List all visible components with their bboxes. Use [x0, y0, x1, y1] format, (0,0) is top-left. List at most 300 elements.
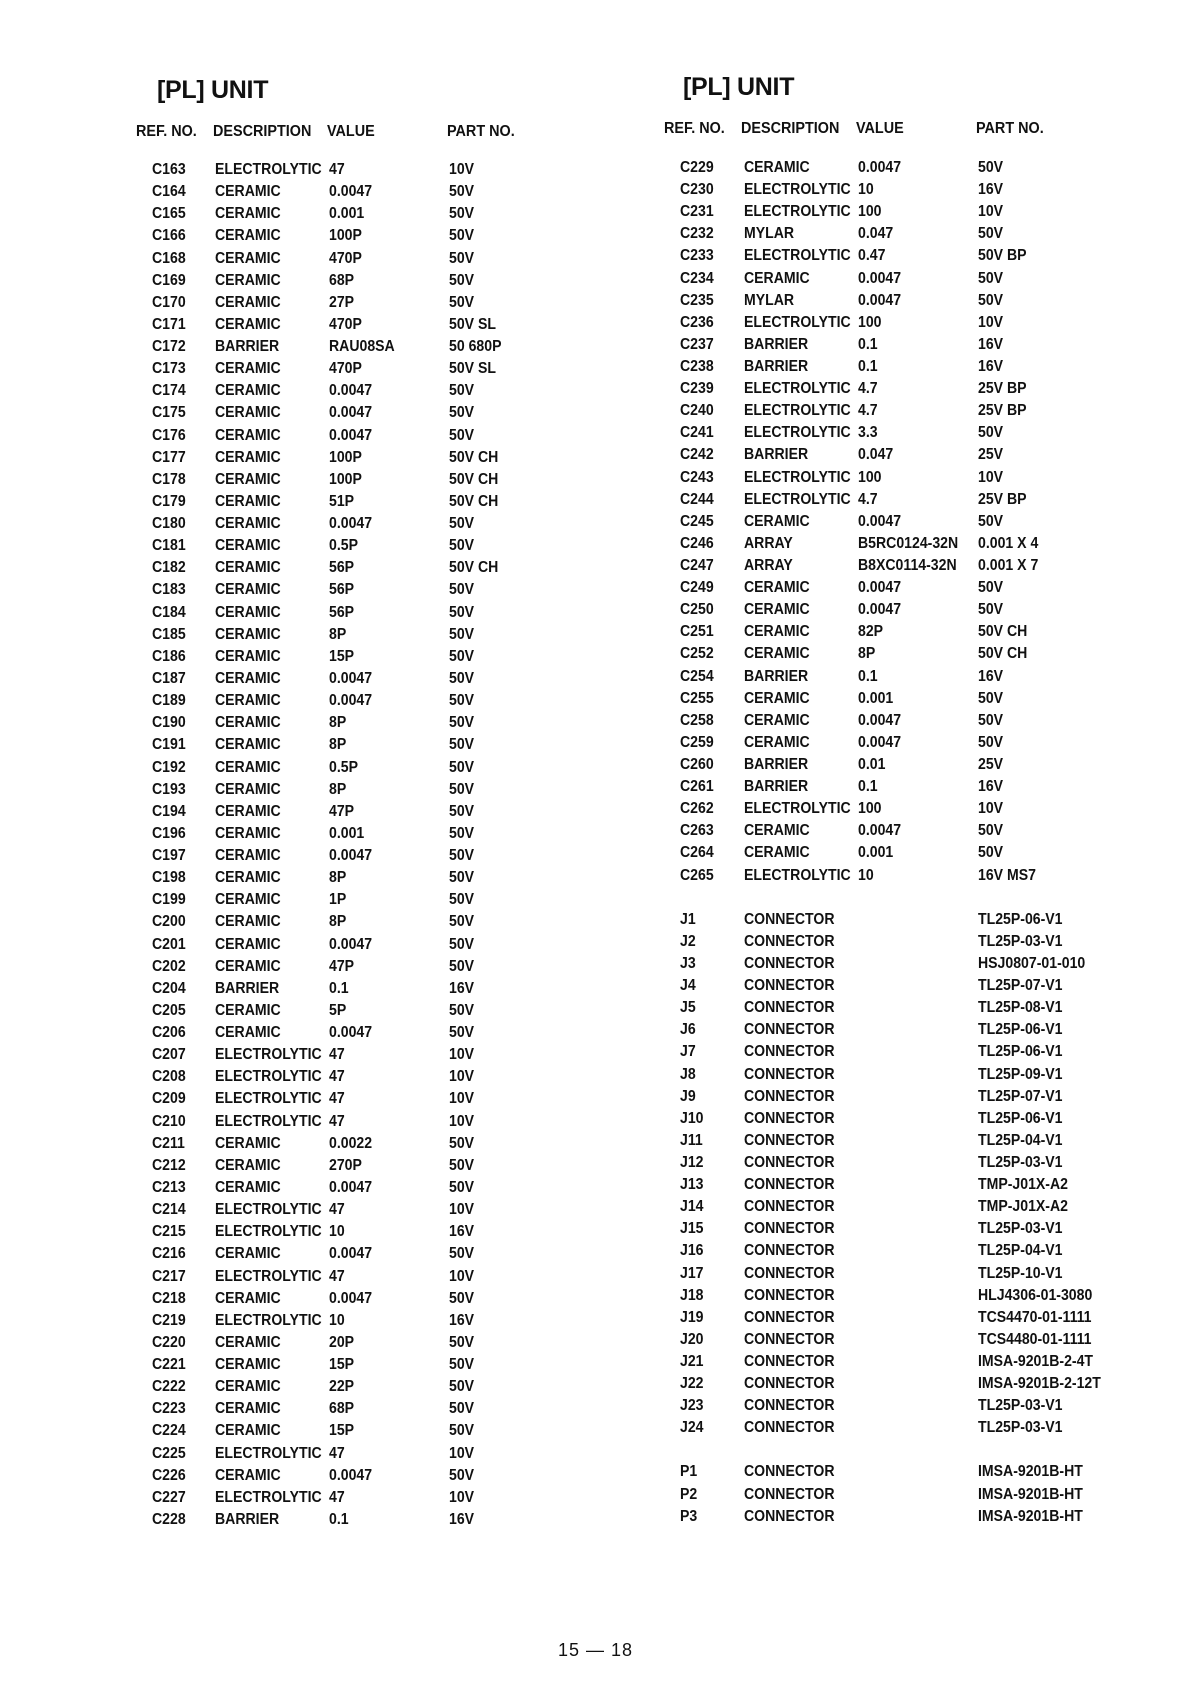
cell-value: 0.0047: [329, 382, 373, 400]
cell-value: 0.0047: [329, 404, 373, 422]
cell-value: 270P: [329, 1156, 362, 1174]
cell-part: HSJ0807-01-010: [978, 954, 1086, 972]
cell-desc: BARRIER: [744, 755, 809, 773]
cell-ref: C237: [680, 335, 714, 353]
cell-value: 5P: [329, 1001, 347, 1019]
cell-desc: ELECTROLYTIC: [744, 866, 851, 884]
cell-value: 0.0047: [329, 1024, 373, 1042]
cell-value: 10: [329, 1311, 345, 1329]
cell-desc: BARRIER: [744, 357, 809, 375]
left-unit-title: [PL] UNIT: [157, 76, 269, 104]
cell-part: 25V BP: [978, 380, 1027, 398]
cell-value: 0.0047: [858, 269, 902, 287]
cell-desc: CERAMIC: [215, 1466, 281, 1484]
cell-part: 50V: [978, 424, 1004, 442]
cell-part: 25V BP: [978, 490, 1027, 508]
cell-value: 3.3: [858, 424, 878, 442]
right-header-value: VALUE: [856, 120, 904, 137]
cell-part: 50V: [449, 382, 475, 400]
cell-part: TL25P-10-V1: [978, 1264, 1063, 1282]
cell-desc: CONNECTOR: [744, 932, 835, 950]
cell-value: 10: [329, 1223, 345, 1241]
cell-value: 8P: [329, 913, 347, 931]
cell-part: 50V: [449, 404, 475, 422]
cell-part: TL25P-06-V1: [978, 1109, 1063, 1127]
cell-ref: J12: [680, 1153, 704, 1171]
cell-value: B5RC0124-32N: [858, 534, 959, 552]
cell-value: 0.0047: [858, 579, 902, 597]
cell-ref: J3: [680, 954, 696, 972]
cell-value: 100P: [329, 227, 362, 245]
cell-desc: CONNECTOR: [744, 1131, 835, 1149]
cell-part: 50V: [449, 1466, 475, 1484]
cell-desc: CERAMIC: [215, 492, 281, 510]
cell-value: 0.0047: [858, 733, 902, 751]
cell-ref: C234: [680, 269, 714, 287]
cell-ref: C211: [152, 1134, 185, 1152]
cell-desc: CERAMIC: [215, 780, 281, 798]
cell-desc: ELECTROLYTIC: [215, 1223, 322, 1241]
cell-part: 50V: [449, 625, 475, 643]
cell-part: 50V: [449, 1333, 475, 1351]
cell-part: 50V: [449, 891, 475, 909]
cell-ref: J23: [680, 1397, 704, 1415]
cell-value: 0.0047: [329, 1245, 373, 1263]
cell-part: 10V: [449, 1046, 475, 1064]
cell-value: 0.001: [858, 689, 894, 707]
cell-desc: ELECTROLYTIC: [215, 1267, 322, 1285]
cell-part: TL25P-08-V1: [978, 999, 1063, 1017]
cell-value: 0.0047: [858, 822, 902, 840]
cell-ref: C183: [152, 581, 186, 599]
cell-ref: C251: [680, 623, 714, 641]
cell-part: 50V: [449, 869, 475, 887]
cell-value: 47: [329, 1112, 345, 1130]
cell-desc: CERAMIC: [215, 1178, 281, 1196]
cell-ref: C255: [680, 689, 714, 707]
cell-part: 50V CH: [978, 623, 1028, 641]
cell-part: TL25P-03-V1: [978, 1220, 1063, 1238]
cell-value: 8P: [329, 869, 347, 887]
cell-value: 68P: [329, 271, 355, 289]
cell-value: 470P: [329, 315, 362, 333]
cell-desc: CONNECTOR: [744, 954, 835, 972]
cell-ref: C173: [152, 360, 186, 378]
cell-value: 100: [858, 468, 882, 486]
page-number: 15 — 18: [557, 1640, 634, 1660]
cell-ref: C209: [152, 1090, 186, 1108]
cell-desc: ARRAY: [744, 534, 793, 552]
cell-value: 47: [329, 1201, 345, 1219]
cell-desc: CERAMIC: [215, 1333, 281, 1351]
cell-value: 0.0047: [329, 1289, 373, 1307]
cell-ref: C186: [152, 647, 186, 665]
cell-ref: J20: [680, 1330, 704, 1348]
cell-part: 50V: [449, 758, 475, 776]
cell-part: 0.001 X 4: [978, 534, 1039, 552]
cell-desc: ELECTROLYTIC: [744, 402, 851, 420]
cell-part: 50V CH: [449, 448, 499, 466]
cell-ref: J14: [680, 1198, 704, 1216]
cell-part: 50V: [449, 293, 475, 311]
cell-value: 0.0022: [329, 1134, 373, 1152]
cell-ref: J16: [680, 1242, 704, 1260]
cell-ref: J24: [680, 1419, 704, 1437]
cell-ref: C219: [152, 1311, 186, 1329]
cell-part: 10V: [449, 1488, 475, 1506]
cell-desc: CERAMIC: [215, 935, 281, 953]
cell-ref: J10: [680, 1109, 704, 1127]
cell-desc: CERAMIC: [215, 1134, 281, 1152]
cell-part: 50V: [449, 581, 475, 599]
cell-value: 47: [329, 1267, 345, 1285]
cell-desc: ELECTROLYTIC: [744, 490, 851, 508]
cell-value: 4.7: [858, 402, 878, 420]
cell-desc: BARRIER: [215, 338, 280, 356]
cell-ref: C227: [152, 1488, 186, 1506]
cell-desc: CONNECTOR: [744, 1153, 835, 1171]
cell-part: 50V: [978, 601, 1004, 619]
cell-desc: CERAMIC: [215, 404, 281, 422]
cell-ref: C213: [152, 1178, 186, 1196]
cell-ref: C225: [152, 1444, 186, 1462]
cell-ref: J17: [680, 1264, 704, 1282]
cell-ref: C233: [680, 247, 714, 265]
cell-value: 0.0047: [858, 291, 902, 309]
cell-part: 50V: [449, 1245, 475, 1263]
cell-part: TL25P-04-V1: [978, 1242, 1063, 1260]
cell-ref: C232: [680, 225, 714, 243]
cell-desc: CONNECTOR: [744, 1330, 835, 1348]
cell-part: 25V: [978, 755, 1004, 773]
cell-part: 50V BP: [978, 247, 1027, 265]
cell-value: 0.1: [858, 778, 878, 796]
left-header-value: VALUE: [327, 123, 375, 140]
cell-ref: C249: [680, 579, 714, 597]
cell-ref: C215: [152, 1223, 186, 1241]
cell-part: 50V: [978, 689, 1004, 707]
cell-value: 0.0047: [329, 1178, 373, 1196]
cell-ref: J4: [680, 977, 696, 995]
cell-part: 50V: [449, 647, 475, 665]
cell-part: 16V: [978, 357, 1004, 375]
cell-part: 10V: [449, 1444, 475, 1462]
cell-ref: C235: [680, 291, 714, 309]
cell-ref: C231: [680, 203, 714, 221]
cell-value: 4.7: [858, 380, 878, 398]
cell-desc: ELECTROLYTIC: [744, 800, 851, 818]
cell-ref: C191: [152, 736, 186, 754]
cell-value: 0.1: [858, 357, 878, 375]
cell-part: 50V: [449, 1422, 475, 1440]
cell-part: IMSA-9201B-HT: [978, 1463, 1083, 1481]
cell-desc: CERAMIC: [744, 512, 810, 530]
cell-ref: C210: [152, 1112, 186, 1130]
cell-part: TL25P-03-V1: [978, 1397, 1063, 1415]
cell-value: 100P: [329, 470, 362, 488]
cell-desc: ELECTROLYTIC: [744, 247, 851, 265]
cell-value: 10: [858, 181, 874, 199]
cell-ref: J5: [680, 999, 696, 1017]
cell-ref: C177: [152, 448, 186, 466]
cell-value: B8XC0114-32N: [858, 556, 957, 574]
cell-desc: ELECTROLYTIC: [215, 1068, 322, 1086]
cell-part: 50V CH: [978, 645, 1028, 663]
cell-ref: C217: [152, 1267, 186, 1285]
cell-desc: CONNECTOR: [744, 1308, 835, 1326]
cell-ref: C238: [680, 357, 714, 375]
cell-ref: J13: [680, 1176, 704, 1194]
cell-ref: C199: [152, 891, 186, 909]
cell-part: 50V: [449, 515, 475, 533]
cell-ref: C241: [680, 424, 714, 442]
cell-desc: CERAMIC: [744, 269, 810, 287]
cell-desc: CERAMIC: [215, 1356, 281, 1374]
cell-part: 0.001 X 7: [978, 556, 1039, 574]
cell-desc: CERAMIC: [215, 669, 281, 687]
cell-ref: C244: [680, 490, 714, 508]
cell-part: TL25P-06-V1: [978, 1021, 1063, 1039]
cell-ref: C185: [152, 625, 186, 643]
cell-part: 50V: [449, 537, 475, 555]
cell-desc: CONNECTOR: [744, 1198, 835, 1216]
cell-desc: CERAMIC: [215, 205, 281, 223]
cell-part: 50V: [449, 780, 475, 798]
cell-ref: J22: [680, 1375, 704, 1393]
cell-desc: CERAMIC: [215, 692, 281, 710]
cell-desc: ELECTROLYTIC: [215, 161, 322, 178]
cell-ref: C226: [152, 1466, 186, 1484]
cell-value: 0.1: [858, 335, 878, 353]
cell-part: 50V: [978, 512, 1004, 530]
cell-ref: J15: [680, 1220, 704, 1238]
cell-part: IMSA-9201B-HT: [978, 1485, 1083, 1503]
cell-ref: P2: [680, 1485, 698, 1503]
cell-ref: C197: [152, 847, 186, 865]
cell-desc: BARRIER: [744, 667, 809, 685]
cell-value: 82P: [858, 623, 884, 641]
cell-part: 10V: [449, 1090, 475, 1108]
cell-part: TL25P-07-V1: [978, 1087, 1063, 1105]
cell-desc: CERAMIC: [215, 714, 281, 732]
cell-ref: C193: [152, 780, 186, 798]
cell-desc: MYLAR: [744, 225, 795, 243]
cell-value: 1P: [329, 891, 347, 909]
cell-desc: CERAMIC: [215, 559, 281, 577]
cell-value: 0.0047: [858, 711, 902, 729]
cell-desc: ELECTROLYTIC: [215, 1444, 322, 1462]
cell-value: 15P: [329, 647, 355, 665]
cell-value: 0.0047: [329, 692, 373, 710]
cell-part: TL25P-03-V1: [978, 1419, 1063, 1437]
cell-desc: CONNECTOR: [744, 1043, 835, 1061]
cell-desc: CONNECTOR: [744, 1397, 835, 1415]
cell-value: 100: [858, 800, 882, 818]
cell-ref: C236: [680, 313, 714, 331]
cell-desc: CERAMIC: [215, 1156, 281, 1174]
cell-ref: C264: [680, 844, 714, 862]
cell-value: 47P: [329, 802, 355, 820]
cell-ref: C250: [680, 601, 714, 619]
cell-desc: CERAMIC: [215, 957, 281, 975]
cell-part: 50V: [449, 1178, 475, 1196]
cell-ref: C189: [152, 692, 186, 710]
cell-ref: C207: [152, 1046, 186, 1064]
cell-desc: CERAMIC: [215, 360, 281, 378]
cell-ref: C187: [152, 669, 186, 687]
cell-desc: CERAMIC: [215, 1400, 281, 1418]
cell-value: 0.5P: [329, 537, 358, 555]
cell-value: 0.047: [858, 225, 894, 243]
cell-desc: CERAMIC: [215, 426, 281, 444]
cell-value: 20P: [329, 1333, 355, 1351]
cell-value: 0.0047: [858, 159, 902, 176]
cell-desc: CERAMIC: [744, 822, 810, 840]
cell-ref: J2: [680, 932, 696, 950]
cell-ref: J1: [680, 910, 696, 928]
cell-part: 50V CH: [449, 470, 499, 488]
cell-desc: CERAMIC: [744, 601, 810, 619]
cell-desc: CONNECTOR: [744, 1485, 835, 1503]
cell-ref: C247: [680, 556, 714, 574]
cell-desc: BARRIER: [744, 778, 809, 796]
cell-desc: CONNECTOR: [744, 1264, 835, 1282]
cell-ref: C201: [152, 935, 186, 953]
cell-desc: CERAMIC: [215, 382, 281, 400]
cell-part: 16V: [449, 1510, 475, 1528]
right-unit-title: [PL] UNIT: [683, 73, 795, 101]
cell-desc: BARRIER: [215, 979, 280, 997]
right-header-ref: REF. NO.: [664, 120, 725, 137]
cell-desc: CONNECTOR: [744, 1021, 835, 1039]
cell-desc: CERAMIC: [215, 603, 281, 621]
cell-part: 50V: [449, 847, 475, 865]
cell-part: 50V: [978, 711, 1004, 729]
cell-value: 8P: [329, 780, 347, 798]
right-header-desc: DESCRIPTION: [741, 120, 840, 137]
cell-desc: CERAMIC: [215, 758, 281, 776]
cell-desc: CERAMIC: [215, 847, 281, 865]
cell-desc: CERAMIC: [215, 647, 281, 665]
cell-ref: C169: [152, 271, 186, 289]
cell-part: 50V: [978, 159, 1004, 176]
cell-desc: BARRIER: [744, 335, 809, 353]
cell-value: 27P: [329, 293, 355, 311]
cell-desc: CERAMIC: [215, 1024, 281, 1042]
cell-value: 0.0047: [329, 935, 373, 953]
cell-desc: CERAMIC: [215, 891, 281, 909]
cell-ref: C168: [152, 249, 186, 267]
cell-value: 0.001: [329, 205, 365, 223]
cell-part: 16V: [449, 979, 475, 997]
cell-desc: CONNECTOR: [744, 1176, 835, 1194]
cell-desc: CERAMIC: [215, 537, 281, 555]
cell-value: 0.0047: [858, 601, 902, 619]
cell-ref: P3: [680, 1507, 698, 1525]
cell-ref: C170: [152, 293, 186, 311]
cell-part: 50V: [449, 1400, 475, 1418]
cell-desc: CONNECTOR: [744, 1286, 835, 1304]
cell-value: 22P: [329, 1378, 355, 1396]
cell-desc: CERAMIC: [215, 1422, 281, 1440]
cell-part: 50V: [449, 736, 475, 754]
cell-desc: CONNECTOR: [744, 1463, 835, 1481]
cell-desc: CONNECTOR: [744, 1065, 835, 1083]
cell-ref: J9: [680, 1087, 696, 1105]
cell-part: 50V: [449, 426, 475, 444]
cell-desc: ELECTROLYTIC: [215, 1046, 322, 1064]
cell-part: 50V: [449, 183, 475, 201]
cell-ref: C166: [152, 227, 186, 245]
cell-ref: C228: [152, 1510, 186, 1528]
cell-part: 50V: [978, 269, 1004, 287]
cell-desc: CERAMIC: [215, 869, 281, 887]
cell-ref: C205: [152, 1001, 186, 1019]
cell-desc: BARRIER: [744, 446, 809, 464]
cell-part: 50V: [449, 1134, 475, 1152]
cell-ref: C208: [152, 1068, 186, 1086]
cell-ref: C229: [680, 159, 714, 176]
cell-ref: J6: [680, 1021, 696, 1039]
cell-part: 50 680P: [449, 338, 502, 356]
cell-ref: C239: [680, 380, 714, 398]
cell-part: 16V MS7: [978, 866, 1036, 884]
cell-value: 15P: [329, 1356, 355, 1374]
cell-value: 470P: [329, 249, 362, 267]
cell-part: TMP-J01X-A2: [978, 1198, 1068, 1216]
cell-part: 50V: [449, 249, 475, 267]
cell-desc: ELECTROLYTIC: [215, 1488, 322, 1506]
cell-part: 16V: [978, 181, 1004, 199]
cell-part: 16V: [449, 1311, 475, 1329]
cell-desc: ELECTROLYTIC: [744, 313, 851, 331]
cell-desc: CONNECTOR: [744, 910, 835, 928]
cell-ref: C172: [152, 338, 186, 356]
cell-part: 10V: [978, 313, 1004, 331]
cell-ref: C165: [152, 205, 186, 223]
cell-desc: CERAMIC: [215, 470, 281, 488]
cell-desc: CERAMIC: [215, 448, 281, 466]
right-header-part: PART NO.: [976, 120, 1044, 137]
cell-part: 16V: [978, 335, 1004, 353]
cell-desc: ELECTROLYTIC: [744, 468, 851, 486]
cell-desc: CONNECTOR: [744, 1507, 835, 1525]
cell-part: TL25P-07-V1: [978, 977, 1063, 995]
cell-part: 16V: [978, 778, 1004, 796]
cell-ref: C222: [152, 1378, 186, 1396]
cell-ref: C164: [152, 183, 186, 201]
cell-value: 0.01: [858, 755, 886, 773]
cell-value: 51P: [329, 492, 355, 510]
cell-part: TL25P-03-V1: [978, 932, 1063, 950]
cell-ref: C254: [680, 667, 714, 685]
cell-ref: C246: [680, 534, 714, 552]
cell-ref: C261: [680, 778, 714, 796]
cell-value: 100: [858, 313, 882, 331]
cell-ref: C220: [152, 1333, 186, 1351]
cell-ref: C175: [152, 404, 186, 422]
cell-desc: CERAMIC: [215, 736, 281, 754]
cell-ref: C190: [152, 714, 186, 732]
cell-desc: ARRAY: [744, 556, 793, 574]
cell-value: 0.047: [858, 446, 894, 464]
cell-ref: C243: [680, 468, 714, 486]
cell-part: 50V: [449, 1156, 475, 1174]
cell-desc: ELECTROLYTIC: [744, 203, 851, 221]
cell-desc: CONNECTOR: [744, 1419, 835, 1437]
cell-part: 10V: [978, 468, 1004, 486]
cell-ref: C224: [152, 1422, 186, 1440]
